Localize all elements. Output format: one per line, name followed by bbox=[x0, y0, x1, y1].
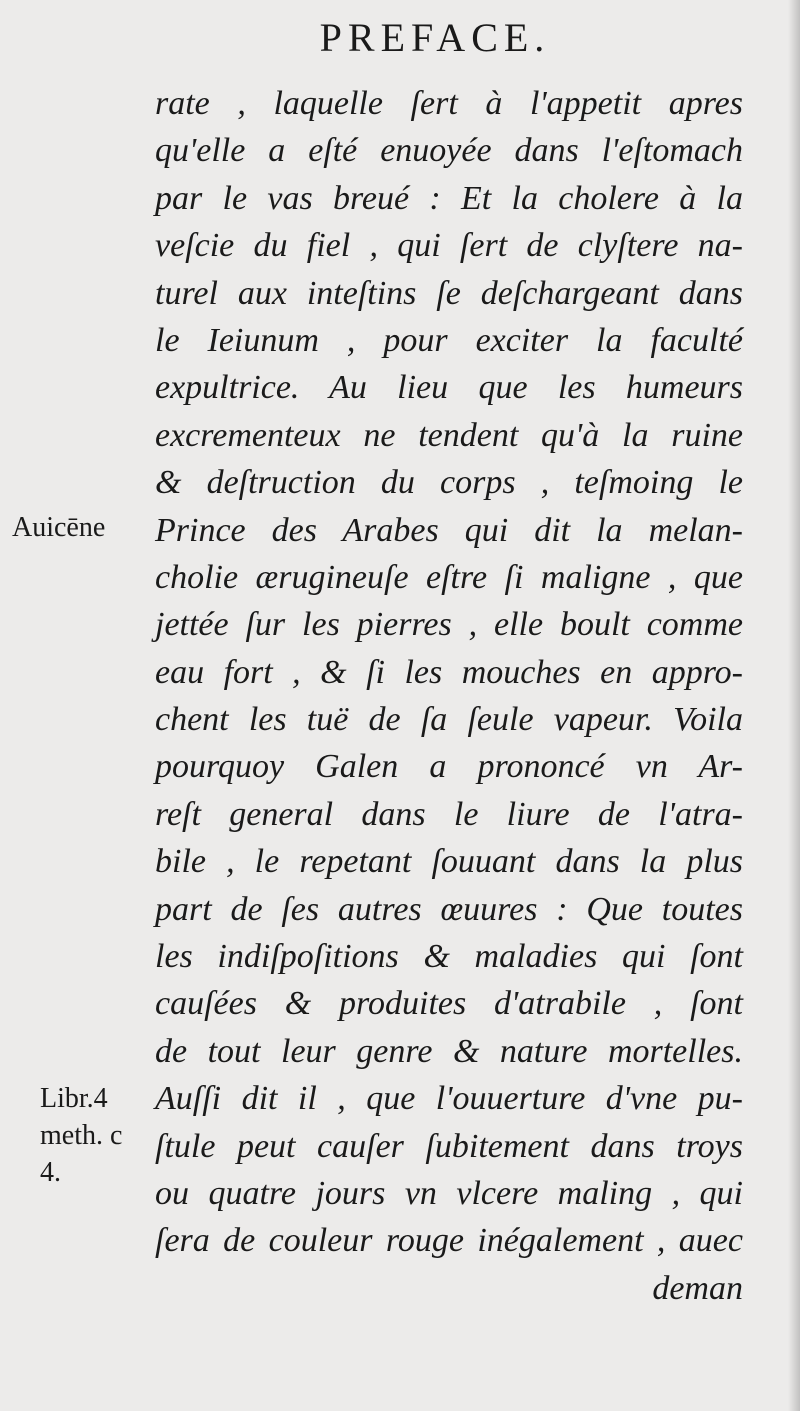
text-line: rate , laquelle ſert à l'appetit apres bbox=[155, 85, 743, 122]
text-line: les indiſpoſitions & maladies qui ſont bbox=[155, 938, 743, 976]
text-line: pourquoy Galen a prononcé vn Ar- bbox=[155, 748, 743, 786]
text-line: reſt general dans le liure de l'atra- bbox=[155, 795, 743, 833]
text-line: part de ſes autres œuures : Que toutes bbox=[155, 890, 743, 928]
text-line: qu'elle a eſté enuoyée dans l'eſtomach bbox=[155, 132, 743, 170]
main-text-block bbox=[155, 80, 743, 1312]
text-line: cauſées & produites d'atrabile , ſont bbox=[155, 985, 743, 1023]
text-line: Auſſi dit il , que l'ouuerture d'vne pu- bbox=[155, 1080, 743, 1118]
text-line: le Ieiunum , pour exciter la faculté bbox=[155, 321, 743, 359]
text-line: turel aux inteſtins ſe deſchargeant dans bbox=[155, 274, 743, 312]
text-line: veſcie du fiel , qui ſert de clyſtere na- bbox=[155, 227, 743, 265]
text-line: & deſtruction du corps , teſmoing le bbox=[155, 464, 743, 502]
text-line: ſera de couleur rouge inégalement , auec bbox=[155, 1222, 743, 1260]
page-edge-shadow bbox=[788, 0, 800, 1411]
text-line: ou quatre jours vn vlcere maling , qui bbox=[155, 1174, 743, 1212]
text-line: de tout leur genre & nature mortelles. bbox=[155, 1032, 743, 1070]
text-line: chent les tuë de ſa ſeule vapeur. Voila bbox=[155, 701, 743, 739]
text-line: Prince des Arabes qui dit la melan- bbox=[155, 511, 743, 549]
margin-note-auicene: Auicēne bbox=[12, 512, 106, 543]
margin-note-line: Libr.4 bbox=[40, 1083, 108, 1114]
text-line: excrementeux ne tendent qu'à la ruine bbox=[155, 416, 743, 454]
margin-note-reference bbox=[40, 1080, 122, 1191]
text-line: ſtule peut cauſer ſubitement dans troys bbox=[155, 1127, 743, 1165]
text-line: bile , le repetant ſouuant dans la plus bbox=[155, 843, 743, 881]
margin-note-line: meth. c bbox=[40, 1120, 123, 1151]
text-line: expultrice. Au lieu que les humeurs bbox=[155, 369, 743, 407]
text-line: jettée ſur les pierres , elle boult comme bbox=[155, 606, 743, 644]
catchword: deman bbox=[652, 1269, 743, 1307]
text-line: eau fort , & ſi les mouches en appro- bbox=[155, 653, 743, 691]
running-header: PREFACE. bbox=[319, 15, 551, 60]
margin-note-line: 4. bbox=[40, 1157, 61, 1188]
text-line: par le vas breué : Et la cholere à la bbox=[155, 179, 743, 217]
text-line: cholie ærugineuſe eſtre ſi maligne , que bbox=[155, 558, 743, 596]
